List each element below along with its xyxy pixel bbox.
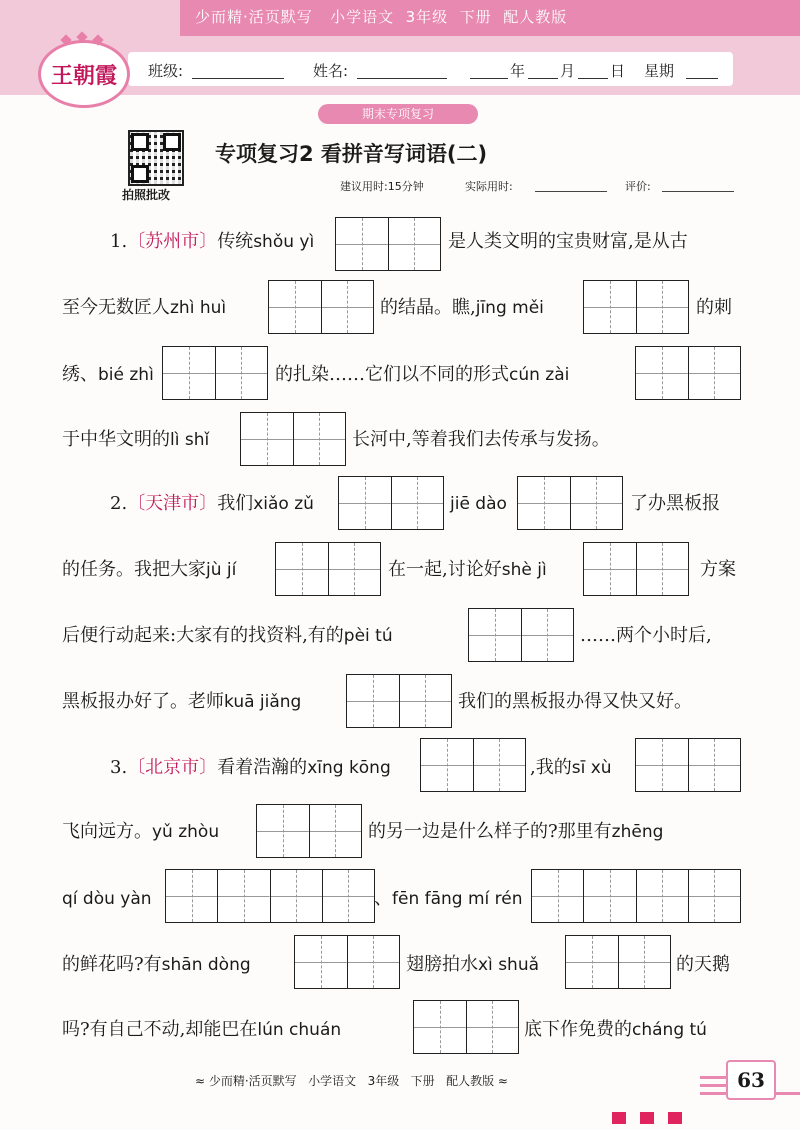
q3-line1b bbox=[530, 756, 612, 780]
pinyin: cháng tú bbox=[632, 1020, 707, 1040]
text: 飞向远方。 bbox=[62, 821, 152, 842]
text: 至今无数匠人 bbox=[62, 297, 170, 318]
q3-line5 bbox=[62, 1018, 341, 1042]
class-label: 班级: bbox=[148, 62, 184, 80]
city-tag: 〔天津市〕 bbox=[127, 493, 218, 514]
stripe bbox=[700, 1084, 726, 1087]
text: 于中华文明的 bbox=[62, 429, 170, 450]
pinyin: shǒu yì bbox=[253, 232, 315, 252]
weekday-label: 星期 bbox=[644, 62, 675, 80]
q1-line3b bbox=[275, 363, 569, 387]
q2-number: 2. bbox=[110, 493, 128, 514]
answer-box[interactable] bbox=[420, 738, 526, 792]
page-title: 专项复习2 看拼音写词语(二) bbox=[215, 142, 488, 166]
text: 吗?有自己不动,却能巴在 bbox=[62, 1019, 258, 1040]
q3-line3 bbox=[62, 887, 152, 911]
pinyin bbox=[450, 492, 507, 516]
answer-box[interactable] bbox=[635, 346, 741, 400]
suggested-time: 建议用时:15分钟 bbox=[340, 180, 424, 193]
pinyin: pèi tú bbox=[343, 626, 393, 646]
q3-line2b bbox=[368, 820, 663, 844]
text: ,我的 bbox=[530, 757, 572, 778]
q3-line3b bbox=[374, 887, 523, 911]
pinyin: lún chuán bbox=[257, 1020, 342, 1040]
pinyin: cún zài bbox=[509, 365, 570, 385]
footer-series: ≈ 少而精·活页默写 小学语文 3年级 下册 配人教版 ≈ bbox=[195, 1074, 508, 1088]
q3-line5b bbox=[524, 1018, 707, 1042]
answer-box[interactable] bbox=[335, 217, 441, 271]
q2-line2 bbox=[62, 558, 236, 582]
text: 黑板报办好了。老师 bbox=[62, 691, 224, 712]
name-field[interactable] bbox=[357, 78, 447, 79]
decor-square bbox=[640, 1112, 654, 1124]
q2-line1 bbox=[110, 492, 314, 516]
pinyin: qí dòu yàn bbox=[62, 889, 152, 909]
text: 是人类文明的宝贵财富,是从古 bbox=[448, 231, 688, 252]
pinyin: xīng kōng bbox=[307, 758, 391, 778]
pinyin: zhēng bbox=[611, 822, 664, 842]
q3-line2 bbox=[62, 820, 219, 844]
q1-line2 bbox=[62, 296, 226, 320]
weekday-field[interactable] bbox=[686, 78, 718, 79]
q2-line2b bbox=[388, 558, 547, 582]
answer-box[interactable] bbox=[565, 935, 671, 989]
text: 后便行动起来:大家有的找资料,有的 bbox=[62, 625, 344, 646]
answer-box[interactable] bbox=[635, 738, 741, 792]
text: 的结晶。瞧, bbox=[380, 297, 476, 318]
name-label: 姓名: bbox=[313, 62, 349, 80]
text: 的任务。我把大家 bbox=[62, 559, 206, 580]
page-number: 63 bbox=[726, 1060, 776, 1100]
text: 绣、 bbox=[62, 364, 98, 385]
answer-box[interactable] bbox=[531, 869, 741, 923]
q3-line1 bbox=[110, 756, 391, 780]
text: 的刺 bbox=[696, 297, 732, 318]
text: 传统 bbox=[217, 231, 254, 252]
pinyin: kuā jiǎng bbox=[224, 692, 302, 712]
answer-box[interactable] bbox=[165, 869, 375, 923]
answer-box[interactable] bbox=[256, 804, 362, 858]
answer-box[interactable] bbox=[468, 608, 574, 662]
text: 的鲜花吗?有 bbox=[62, 954, 162, 975]
answer-box[interactable] bbox=[413, 1000, 519, 1054]
answer-box[interactable] bbox=[346, 674, 452, 728]
answer-box[interactable] bbox=[162, 346, 268, 400]
decor-square bbox=[668, 1112, 682, 1124]
pinyin: fēn fāng mí rén bbox=[392, 889, 523, 909]
stripe bbox=[700, 1076, 726, 1079]
month-label: 月 bbox=[560, 62, 576, 80]
pinyin: jīng měi bbox=[475, 298, 544, 318]
pinyin: sī xù bbox=[571, 758, 612, 778]
pinyin: jiē dào bbox=[450, 494, 507, 514]
info-strip bbox=[128, 52, 733, 86]
answer-box[interactable] bbox=[583, 280, 689, 334]
actual-time-field[interactable] bbox=[535, 191, 607, 192]
text: 看着浩瀚的 bbox=[217, 757, 308, 778]
text: 、 bbox=[374, 888, 392, 909]
day-label: 日 bbox=[610, 62, 626, 80]
q2-line4 bbox=[62, 690, 301, 714]
answer-box[interactable] bbox=[583, 542, 689, 596]
q3-number: 3. bbox=[110, 757, 128, 778]
text: 的另一边是什么样子的?那里有 bbox=[368, 821, 612, 842]
text: 了办黑板报 bbox=[630, 493, 720, 514]
pinyin: lì shǐ bbox=[170, 430, 210, 450]
text: 我们的黑板报办得又快又好。 bbox=[458, 691, 692, 712]
answer-box[interactable] bbox=[275, 542, 381, 596]
decor-square bbox=[612, 1112, 626, 1124]
q1-number: 1. bbox=[110, 231, 128, 252]
q1-line1 bbox=[110, 230, 314, 254]
pinyin: yǔ zhòu bbox=[152, 822, 220, 842]
text: 长河中,等着我们去传承与发扬。 bbox=[352, 429, 610, 450]
pinyin: bié zhì bbox=[98, 365, 154, 385]
pinyin: shān dòng bbox=[161, 955, 251, 975]
score-field[interactable] bbox=[662, 191, 734, 192]
answer-box[interactable] bbox=[268, 280, 374, 334]
text: 我们 bbox=[217, 493, 254, 514]
text: 的天鹅 bbox=[676, 954, 730, 975]
qr-code-icon[interactable] bbox=[128, 130, 184, 186]
answer-box[interactable] bbox=[517, 476, 623, 530]
q1-line3 bbox=[62, 363, 154, 387]
q3-line4 bbox=[62, 953, 251, 977]
answer-box[interactable] bbox=[240, 412, 346, 466]
text: 的扎染……它们以不同的形式 bbox=[275, 364, 509, 385]
year-field[interactable] bbox=[470, 78, 508, 79]
text: 翅膀拍水 bbox=[406, 954, 478, 975]
pinyin: jù jí bbox=[206, 560, 237, 580]
qr-label: 拍照批改 bbox=[122, 188, 171, 202]
answer-box[interactable] bbox=[338, 476, 444, 530]
score-label: 评价: bbox=[625, 180, 651, 193]
pinyin: xì shuǎ bbox=[478, 955, 540, 975]
year-label: 年 bbox=[510, 62, 526, 80]
pinyin: xiǎo zǔ bbox=[253, 494, 314, 514]
q3-line4b bbox=[406, 953, 539, 977]
text: 底下作免费的 bbox=[524, 1019, 632, 1040]
q1-line4 bbox=[62, 428, 209, 452]
text: ……两个小时后, bbox=[580, 625, 712, 646]
text: 在一起,讨论好 bbox=[388, 559, 502, 580]
class-field[interactable] bbox=[192, 78, 284, 79]
series-title: 少而精·活页默写 小学语文 3年级 下册 配人教版 bbox=[195, 8, 568, 26]
text: 方案 bbox=[700, 559, 736, 580]
pinyin: zhì huì bbox=[170, 298, 227, 318]
q2-line3 bbox=[62, 624, 393, 648]
brand-logo bbox=[38, 40, 130, 108]
actual-time-label: 实际用时: bbox=[465, 180, 513, 193]
month-field[interactable] bbox=[528, 78, 558, 79]
city-tag: 〔苏州市〕 bbox=[127, 231, 218, 252]
day-field[interactable] bbox=[578, 78, 608, 79]
section-badge: 期末专项复习 bbox=[318, 104, 478, 124]
answer-box[interactable] bbox=[294, 935, 400, 989]
pinyin: shè jì bbox=[501, 560, 547, 580]
city-tag: 〔北京市〕 bbox=[127, 757, 218, 778]
q1-line2b bbox=[380, 296, 544, 320]
logo-text: 王朝霞 bbox=[50, 62, 117, 89]
